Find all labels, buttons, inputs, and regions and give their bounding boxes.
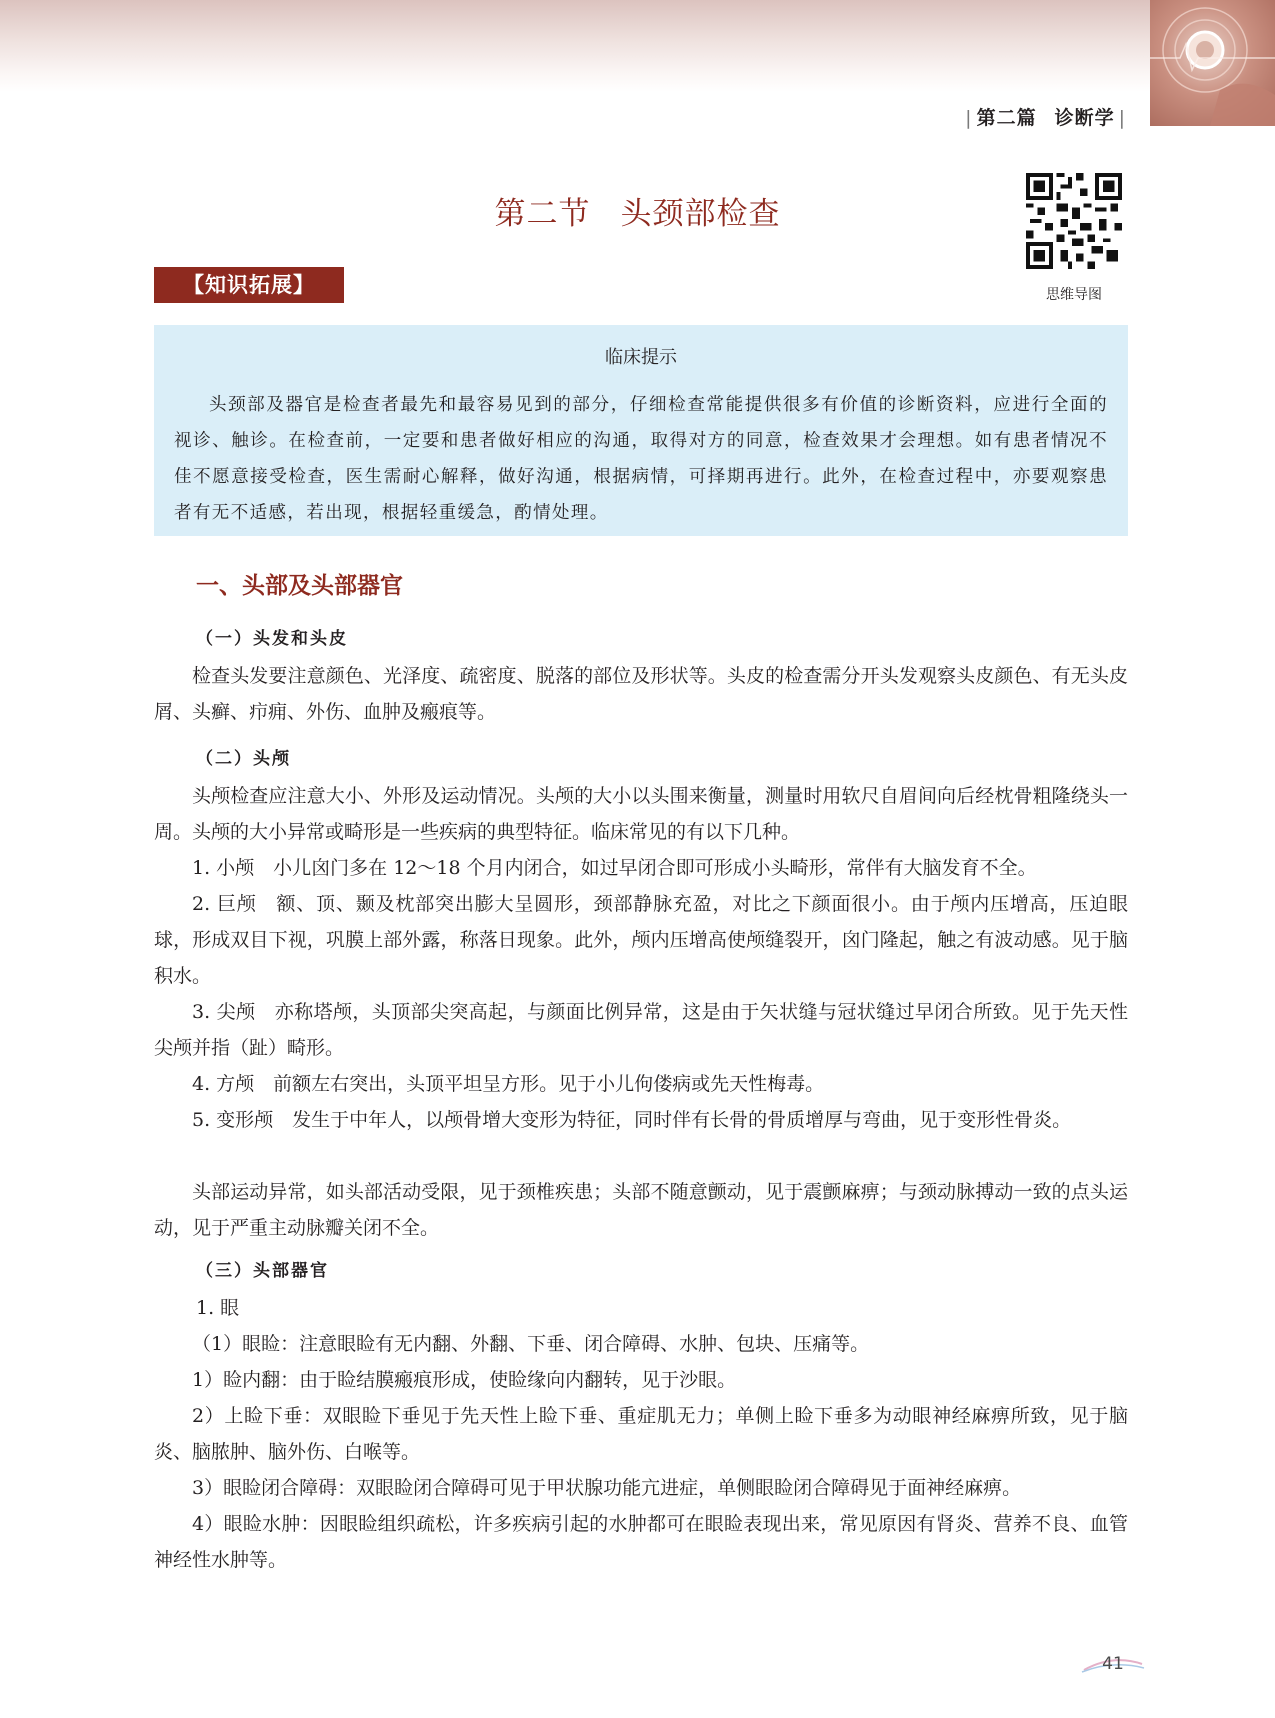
subheading-hair-scalp: （一）头发和头皮 [196, 629, 348, 649]
stethoscope-photo [1150, 0, 1275, 126]
subheading-head-organs: （三）头部器官 [196, 1261, 329, 1281]
list-item: 3. 尖颅 亦称塔颅，头顶部尖突高起，与颜面比例异常，这是由于矢状缝与冠状缝过早闭合所致。见于先天性尖颅并指（趾）畸形。 [154, 1001, 1128, 1059]
clinical-tip-title: 临床提示 [605, 347, 677, 368]
list-item: 2）上睑下垂：双眼睑下垂见于先天性上睑下垂、重症肌无力；单侧上睑下垂多为动眼神经麻痹所致，见于脑炎、脑脓肿、脑外伤、白喉等。 [154, 1405, 1128, 1463]
paragraph: 头部运动异常，如头部活动受限，见于颈椎疾患；头部不随意颤动，见于震颤麻痹；与颈动脉搏动一致的点头运动，见于严重主动脉瓣关闭不全。 [154, 1181, 1128, 1239]
qr-code-icon[interactable] [1026, 173, 1122, 269]
section-number: 第二节 [494, 196, 591, 232]
page-number: 41 [1102, 1654, 1124, 1674]
stethoscope-icon [1150, 0, 1275, 126]
clinical-tip-body: 头颈部及器官是检查者最先和最容易见到的部分，仔细检查常能提供很多有价值的诊断资料，应进行全面的视诊、触诊。在检查前，一定要和患者做好相应的沟通，取得对方的同意，检查效果才会理想。如有患者情况不佳不愿意接受检查，医生需耐心解释，做好沟通，根据病情，可择期再进行。此外，在检查过程中，亦要观察患者有无不适感，若出现，根据轻重缓急，酌情处理。 [174, 395, 1108, 523]
clinical-tip-box [154, 325, 1128, 536]
subject-label: 诊断学 [1054, 107, 1115, 129]
subheading-skull: （二）头颅 [196, 749, 291, 769]
heading-head-organs: 一、头部及头部器官 [196, 573, 403, 599]
paragraph: 头颅检查应注意大小、外形及运动情况。头颅的大小以头围来衡量，测量时用软尺自眉间向后经枕骨粗隆绕头一周。头颅的大小异常或畸形是一些疾病的典型特征。临床常见的有以下几种。 [154, 785, 1128, 843]
qr-caption: 思维导图 [1046, 287, 1102, 303]
section-name: 头颈部检查 [620, 196, 781, 232]
list-item: （1）眼睑：注意眼睑有无内翻、外翻、下垂、闭合障碍、水肿、包块、压痛等。 [192, 1333, 870, 1355]
list-item: 3）眼睑闭合障碍：双眼睑闭合障碍可见于甲状腺功能亢进症，单侧眼睑闭合障碍见于面神经麻痹。 [192, 1477, 1022, 1499]
list-item: 4. 方颅 前额左右突出，头顶平坦呈方形。见于小儿佝偻病或先天性梅毒。 [192, 1073, 825, 1095]
header-divider: | [1118, 107, 1126, 129]
list-item: 5. 变形颅 发生于中年人，以颅骨增大变形为特征，同时伴有长骨的骨质增厚与弯曲，见于变形性骨炎。 [192, 1109, 1072, 1131]
list-item: 1. 小颅 小儿囟门多在 12～18 个月内闭合，如过早闭合即可形成小头畸形，常伴有大脑发育不全。 [192, 857, 1037, 879]
part-label: 第二篇 [976, 107, 1037, 129]
paragraph: 检查头发要注意颜色、光泽度、疏密度、脱落的部位及形状等。头皮的检查需分开头发观察头皮颜色、有无头皮屑、头癣、疖痈、外伤、血肿及瘢痕等。 [154, 665, 1128, 723]
part-header [961, 103, 1130, 130]
list-item: 1. 眼 [196, 1297, 240, 1319]
page-header-band [0, 0, 1275, 92]
knowledge-extension-tag: 【知识拓展】 [154, 267, 344, 303]
list-item: 2. 巨颅 额、顶、颞及枕部突出膨大呈圆形，颈部静脉充盈，对比之下颜面很小。由于颅内压增高，压迫眼球，形成双目下视，巩膜上部外露，称落日现象。此外，颅内压增高使颅缝裂开，囟门隆起，触之有波动感。见于脑积水。 [154, 893, 1128, 987]
list-item: 4）眼睑水肿：因眼睑组织疏松，许多疾病引起的水肿都可在眼睑表现出来，常见原因有肾炎、营养不良、血管神经性水肿等。 [154, 1513, 1128, 1571]
header-divider: | [965, 107, 973, 129]
list-item: 1）睑内翻：由于睑结膜瘢痕形成，使睑缘向内翻转，见于沙眼。 [192, 1369, 737, 1391]
